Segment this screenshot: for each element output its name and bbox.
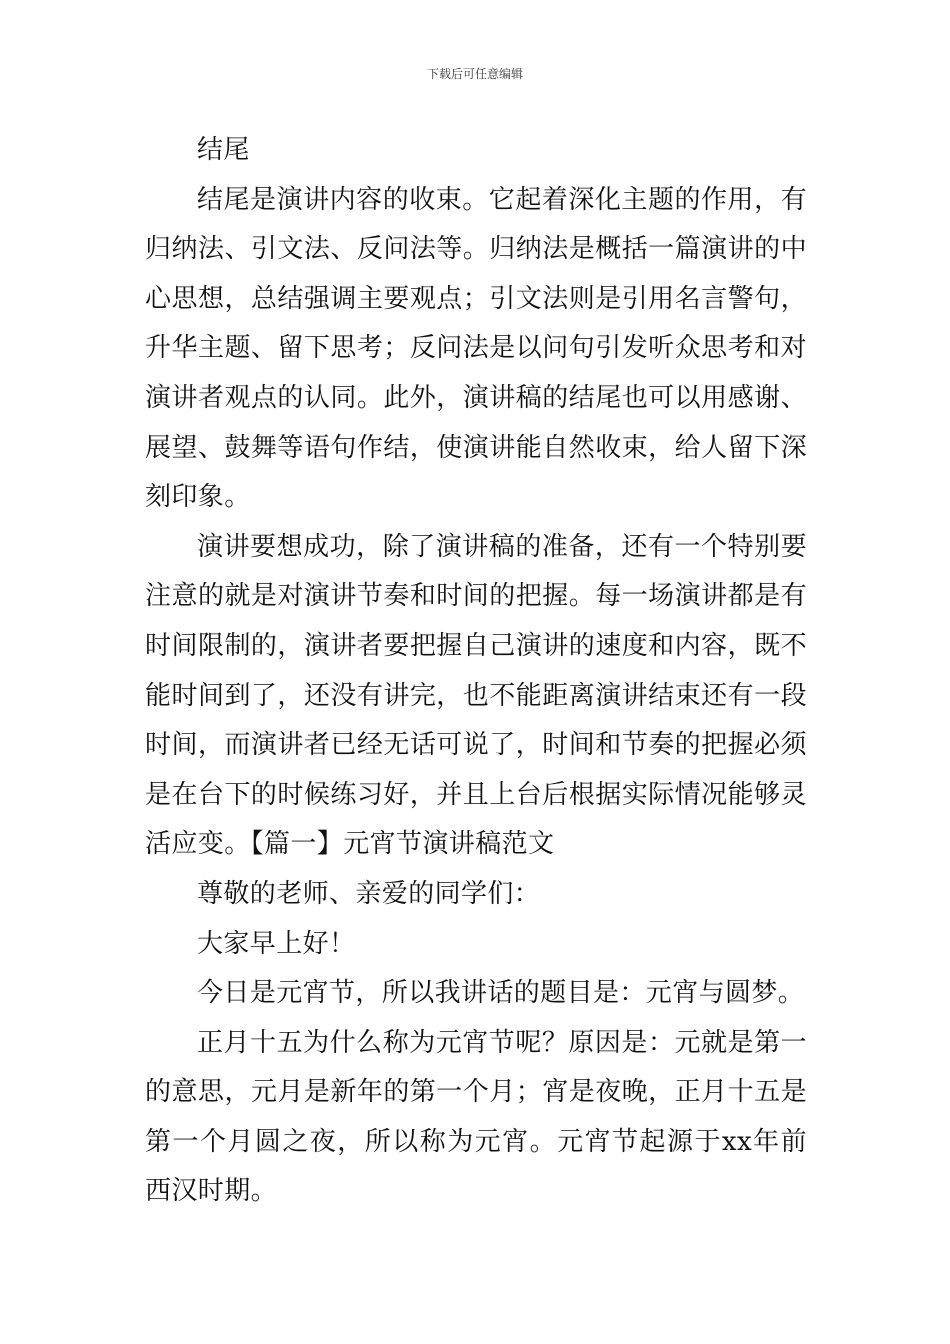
paragraph-ending-description: 结尾是演讲内容的收束。它起着深化主题的作用，有归纳法、引文法、反问法等。归纳法是概括一篇演讲的中心思想，总结强调主要观点；引文法则是引用名言警句，升华主题、留下思考；反问法是以问句引发听众思考和对演讲者观点的认同。此外，演讲稿的结尾也可以用感谢、展望、鼓舞等语句作结，使演讲能自然收束，给人留下深刻印象。 bbox=[145, 184, 807, 513]
paragraph-greeting: 大家早上好！ bbox=[197, 928, 356, 959]
paragraph-rhythm-and-time: 演讲要想成功，除了演讲稿的准备，还有一个特别要注意的就是对演讲节奏和时间的把握。每一场演讲都是有时间限制的，演讲者要把握自己演讲的速度和内容，既不能时间到了，还没有讲完，也不能距离演讲结束还有一段时间，而演讲者已经无话可说了，时间和节奏的把握必须是在台下的时候练习好，并且上台后根据实际情况能够灵活应变。【篇一】元宵节演讲稿范文 bbox=[145, 531, 807, 860]
paragraph-salutation: 尊敬的老师、亲爱的同学们： bbox=[197, 878, 541, 909]
document-body bbox=[145, 126, 807, 1217]
section-heading-ending: 结尾 bbox=[197, 135, 250, 165]
header-note: 下载后可任意编辑 bbox=[426, 67, 523, 81]
paragraph-topic: 今日是元宵节，所以我讲话的题目是：元宵与圆梦。 bbox=[197, 978, 805, 1009]
paragraph-lantern-festival-origin: 正月十五为什么称为元宵节呢？原因是：元就是第一的意思，元月是新年的第一个月；宵是夜晚，正月十五是第一个月圆之夜，所以称为元宵。元宵节起源于xx年前西汉时期。 bbox=[145, 1027, 807, 1207]
